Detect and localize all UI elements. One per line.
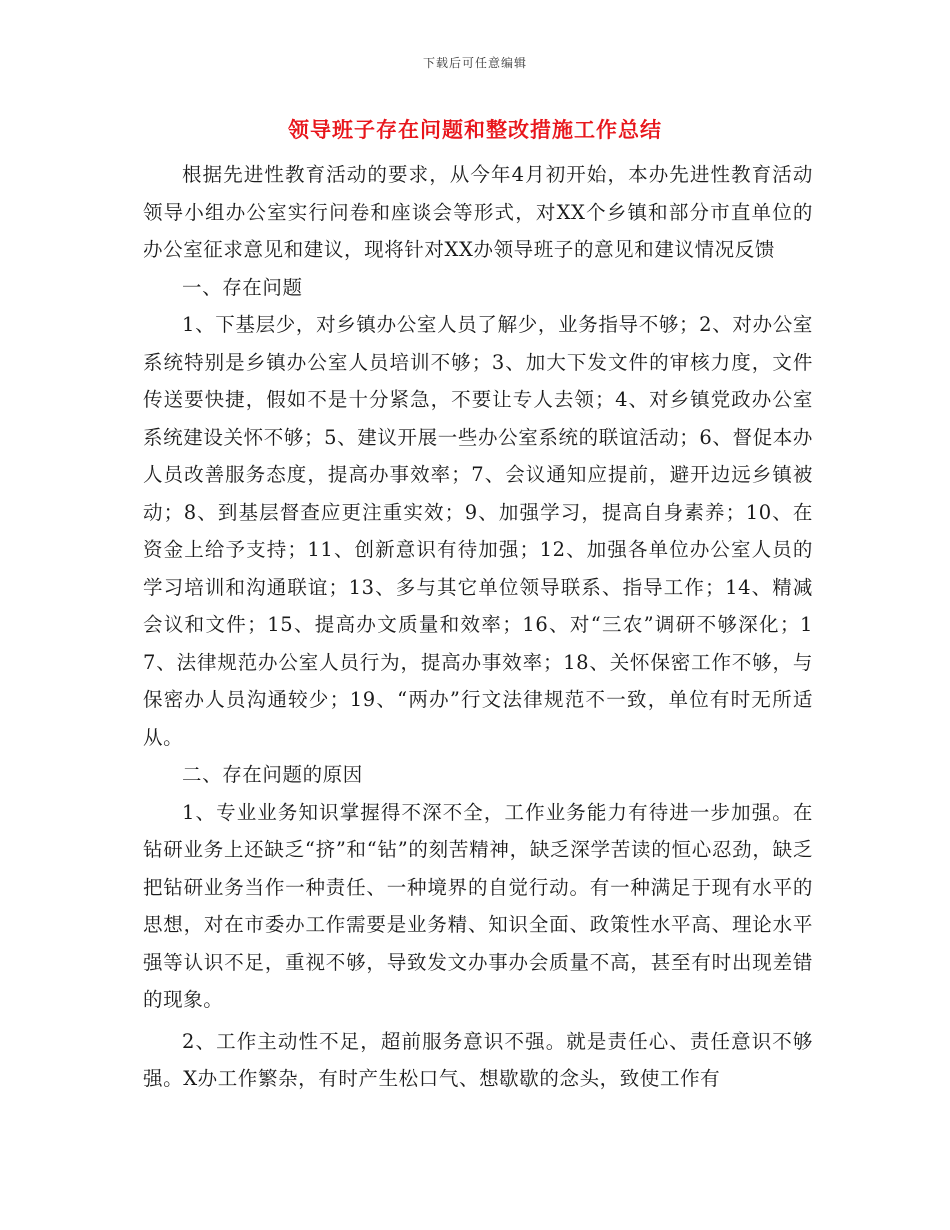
intro-paragraph: 根据先进性教育活动的要求，从今年4月初开始，本办先进性教育活动领导小组办公室实行问卷和座谈会等形式，对XX个乡镇和部分市直单位的办公室征求意见和建议，现将针对XX办领导班子的意见和建议情况反馈 [143, 163, 813, 261]
cause-paragraph-2: 2、工作主动性不足，超前服务意识不强。就是责任心、责任意识不够强。X办工作繁杂，有时产生松口气、想歇歇的念头，致使工作有 [143, 1029, 813, 1090]
section-heading-problems: 一、存在问题 [182, 275, 303, 299]
problems-list-paragraph: 1、下基层少，对乡镇办公室人员了解少，业务指导不够；2、对办公室系统特别是乡镇办公室人员培训不够；3、加大下发文件的审核力度，文件传送要快捷，假如不是十分紧急，不要让专人去领；4、对乡镇党政办公室系统建设关怀不够；5、建议开展一些办公室系统的联谊活动；6、督促本办人员改善服务态度，提高办事效率；7、会议通知应提前，避开边远乡镇被动；8、到基层督查应更注重实效；9、加强学习，提高自身素养；10、在资金上给予支持；11、创新意识有待加强；12、加强各单位办公室人员的学习培训和沟通联谊；13、多与其它单位领导联系、指导工作；14、精减会议和文件；15、提高办文质量和效率；16、对“三农”调研不够深化；17、法律规范办公室人员行为，提高办事效率；18、关怀保密工作不够，与保密办人员沟通较少；19、“两办”行文法律规范不一致，单位有时无所适从。 [143, 313, 813, 749]
document-body [143, 156, 813, 1098]
cause-paragraph-1: 1、专业业务知识掌握得不深不全，工作业务能力有待进一步加强。在钻研业务上还缺乏“挤”和“钻”的刻苦精神，缺乏深学苦读的恒心忍劲，缺乏把钻研业务当作一种责任、一种境界的自觉行动。有一种满足于现有水平的思想，对在市委办工作需要是业务精、知识全面、政策性水平高、理论水平强等认识不足，重视不够，导致发文办事办会质量不高，甚至有时出现差错的现象。 [143, 800, 813, 1011]
section-heading-causes: 二、存在问题的原因 [182, 763, 363, 786]
document-title: 领导班子存在问题和整改措施工作总结 [288, 117, 662, 142]
page-header-note: 下载后可任意编辑 [422, 56, 527, 70]
